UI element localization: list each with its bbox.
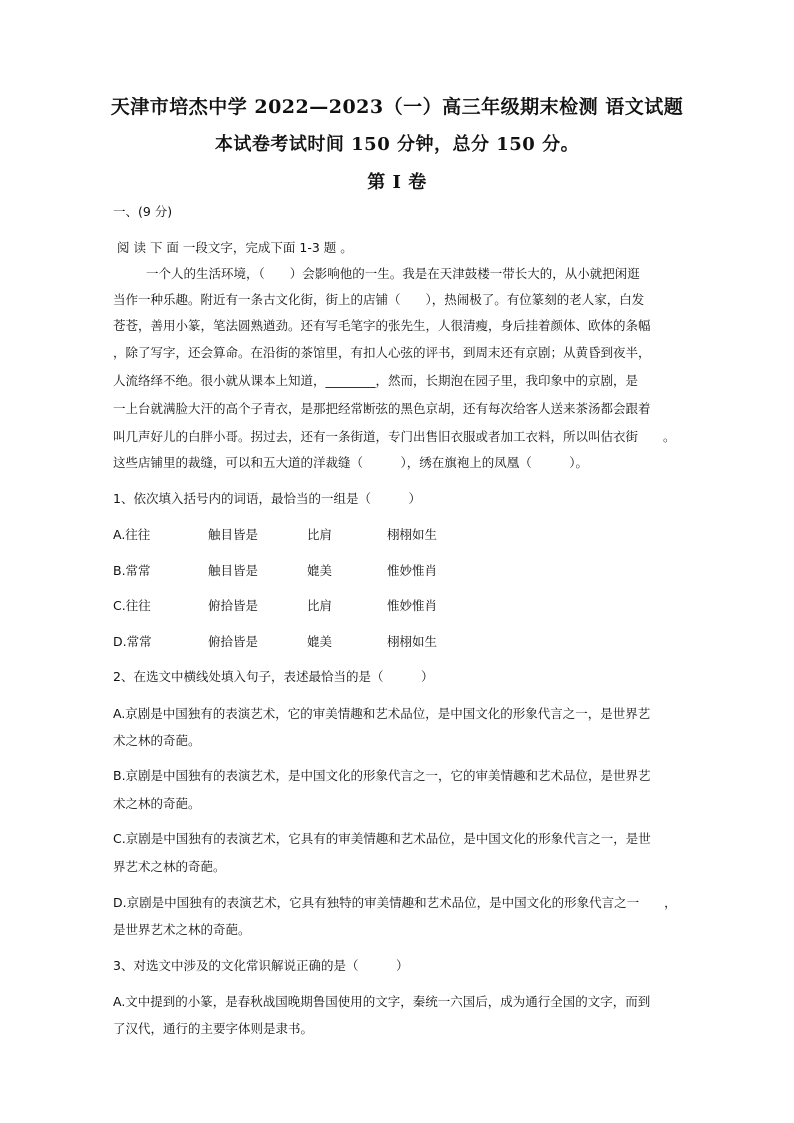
option-word: 惟妙惟肖 <box>387 563 438 578</box>
question-2-option-line: B.京剧是中国独有的表演艺术，是中国文化的形象代言之一，它的审美情趣和艺术品位，是世界艺 <box>113 768 651 783</box>
passage-line: 叫几声好儿的白胖小哥。拐过去，还有一条街道，专门出售旧衣服或者加工衣料，所以叫估衣街 。 <box>113 429 676 444</box>
question-2-option-line: D.京剧是中国独有的表演艺术，它具有独特的审美情趣和艺术品位，是中国文化的形象代言之一 ， <box>113 895 677 910</box>
passage-line: ，除了写字，还会算命。在沿街的茶馆里，有扣人心弦的评书，到周末还有京剧；从黄昏到夜半， <box>113 345 651 360</box>
question-3-stem: 3、对选文中涉及的文化常识解说正确的是（ ） <box>113 958 409 973</box>
option-word: 比肩 <box>307 527 333 542</box>
section-heading: 一、(9 分) <box>113 204 173 219</box>
option-label: B.常常 <box>113 563 151 578</box>
exam-info: 本试卷考试时间 150 分钟，总分 150 分。 <box>214 134 580 155</box>
option-word: 惟妙惟肖 <box>387 598 438 613</box>
exam-title: 天津市培杰中学 2022—2023（一）高三年级期末检测 语文试题 <box>110 96 684 118</box>
section-instruction: 阅 读 下 面 一段文字，完成下面 1-3 题 。 <box>117 240 353 255</box>
question-2-option-line: 界艺术之林的奇葩。 <box>113 859 226 874</box>
option-word: 俯拾皆是 <box>208 598 259 613</box>
question-2-option-line: 术之林的奇葩。 <box>113 796 201 811</box>
passage-line: 一上台就满脸大汗的高个子青衣，是那把经常断弦的黑色京胡，还有每次给客人送来茶汤都会跟着 <box>113 401 651 416</box>
option-label: C.往往 <box>113 598 151 613</box>
volume-label: 第 I 卷 <box>367 172 427 193</box>
question-2-option-line: C.京剧是中国独有的表演艺术，它具有的审美情趣和艺术品位，是中国文化的形象代言之一，是世 <box>113 831 651 846</box>
option-word: 栩栩如生 <box>387 527 438 542</box>
passage-line: 当作一种乐趣。附近有一条古文化街，街上的店铺（ ），热闹极了。有位篆刻的老人家，白发 <box>113 292 645 307</box>
passage-line: 人流络绎不绝。很小就从课本上知道，________，然而，长期泡在园子里，我印象中的京剧，是 <box>113 373 639 388</box>
option-word: 触目皆是 <box>208 527 259 542</box>
question-3-option-line: 了汉代，通行的主要字体则是隶书。 <box>113 1021 314 1036</box>
option-label: A.往往 <box>113 527 151 542</box>
passage-line: 一个人的生活环境，（ ）会影响他的一生。我是在天津鼓楼一带长大的，从小就把闲逛 <box>146 266 640 281</box>
option-word: 触目皆是 <box>208 563 259 578</box>
option-word: 媲美 <box>307 563 333 578</box>
option-word: 栩栩如生 <box>387 634 438 649</box>
passage-line: 苍苍，善用小篆，笔法圆熟遒劲。还有写毛笔字的张先生，人很清瘦，身后挂着颜体、欧体的条幅 <box>113 318 651 333</box>
question-3-option-line: A.文中提到的小篆，是春秋战国晚期鲁国使用的文字，秦统一六国后，成为通行全国的文字，而到 <box>113 994 651 1009</box>
question-2-option-line: 是世界艺术之林的奇葩。 <box>113 922 251 937</box>
question-2-option-line: 术之林的奇葩。 <box>113 733 201 748</box>
option-label: D.常常 <box>113 634 152 649</box>
question-1-stem: 1、依次填入括号内的词语，最恰当的一组是（ ） <box>113 491 421 506</box>
question-2-stem: 2、在选文中横线处填入句子，表述最恰当的是（ ） <box>113 669 434 684</box>
question-2-option-line: A.京剧是中国独有的表演艺术，它的审美情趣和艺术品位，是中国文化的形象代言之一，是世界艺 <box>113 706 651 721</box>
option-word: 比肩 <box>307 598 333 613</box>
option-word: 媲美 <box>307 634 333 649</box>
option-word: 俯拾皆是 <box>208 634 259 649</box>
passage-line: 这些店铺里的裁缝，可以和五大道的洋裁缝（ ），绣在旗袍上的凤凰（ ）。 <box>113 455 589 470</box>
